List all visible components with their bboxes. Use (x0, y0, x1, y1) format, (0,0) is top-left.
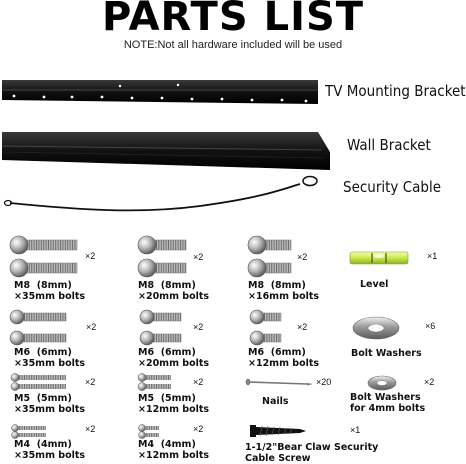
washer-qty: ×6 (425, 321, 436, 331)
nail-qty: ×20 (316, 377, 332, 387)
bolt-qty: ×2 (193, 424, 204, 434)
bolt-qty: ×2 (193, 322, 204, 332)
nail-icon (246, 379, 313, 386)
screw-icon (250, 425, 306, 437)
bolt-label: M8 (8mm) ×20mm bolts (138, 280, 210, 302)
bolt-icon (12, 425, 47, 439)
bolt-qty: ×2 (193, 252, 204, 262)
bolt-qty: ×2 (85, 377, 96, 387)
bolt-label: M6 (6mm) ×35mm bolts (14, 347, 86, 369)
screw-qty: ×1 (350, 425, 361, 435)
tv-mounting-bracket-label: TV Mounting Bracket (325, 82, 466, 100)
bolt-qty: ×2 (86, 322, 97, 332)
bolt-label: M5 (5mm) ×12mm bolts (138, 393, 210, 415)
small-washer-label: Bolt Washers for 4mm bolts (350, 392, 426, 414)
bolt-label: M6 (6mm) ×12mm bolts (248, 347, 320, 369)
small-washer-qty: ×2 (424, 377, 435, 387)
washer-icon (353, 317, 399, 339)
bolt-icon (10, 236, 77, 277)
security-cable-label: Security Cable (343, 178, 442, 196)
page-title: PARTS LIST (101, 0, 365, 40)
screw-label: 1-1/2"Bear Claw Security Cable Screw (245, 442, 379, 464)
security-cable-icon (5, 177, 318, 211)
bolt-qty: ×2 (297, 252, 308, 262)
bolt-qty: ×2 (85, 251, 96, 261)
bolt-icon (10, 310, 66, 345)
nail-label: Nails (262, 396, 289, 407)
bolt-icon (140, 310, 181, 345)
wall-bracket-icon (2, 132, 330, 170)
small-washer-icon (368, 376, 396, 390)
bolt-label: M4 (4mm) ×35mm bolts (14, 439, 86, 461)
bolt-icon (138, 236, 186, 277)
bolt-label: M6 (6mm) ×20mm bolts (138, 347, 210, 369)
bolt-label: M5 (5mm) ×35mm bolts (14, 393, 86, 415)
washer-label: Bolt Washers (351, 348, 422, 359)
level-qty: ×1 (427, 251, 438, 261)
level-label: Level (360, 279, 389, 290)
bolt-label: M8 (8mm) ×35mm bolts (14, 280, 86, 302)
hardware-note: NOTE:Not all hardware included will be used (123, 39, 343, 51)
bolt-qty: ×2 (85, 424, 96, 434)
level-icon (350, 252, 408, 264)
tv-mounting-bracket-icon (2, 80, 318, 104)
bolt-qty: ×2 (193, 377, 204, 387)
bolt-icon (11, 374, 66, 391)
bolt-icon (250, 310, 281, 345)
bolt-icon (139, 425, 160, 439)
bolt-qty: ×2 (297, 322, 308, 332)
bolt-label: M4 (4mm) ×12mm bolts (138, 439, 210, 461)
wall-bracket-label: Wall Bracket (347, 136, 431, 154)
bolt-icon (248, 236, 291, 277)
bolt-icon (138, 374, 171, 391)
bolt-label: M8 (8mm) ×16mm bolts (248, 280, 320, 302)
